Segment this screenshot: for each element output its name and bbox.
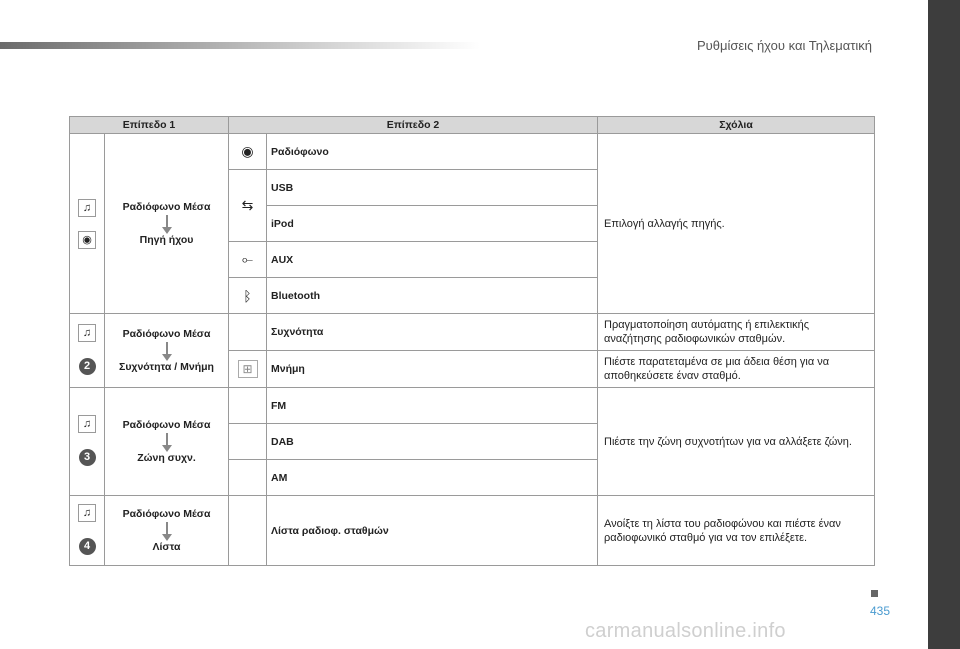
header-decoration-bar — [0, 42, 480, 49]
level2-am[interactable]: AM — [267, 460, 598, 496]
music-note-icon: ♫ — [78, 504, 96, 522]
level1-title: Ραδιόφωνο Μέσα — [122, 328, 211, 340]
level2-station-list[interactable]: Λίστα ραδιοφ. σταθμών — [267, 496, 598, 566]
band-comment: Πιέστε την ζώνη συχνοτήτων για να αλλάξετε ζώνη. — [598, 388, 875, 496]
right-edge-strip — [928, 0, 960, 649]
group3-icons — [70, 388, 105, 496]
group2-level1 — [105, 314, 229, 388]
memory-icon-cell — [229, 351, 267, 388]
bluetooth-icon[interactable]: ᛒ — [229, 278, 267, 314]
watermark: carmanualsonline.info — [585, 620, 786, 642]
aux-icon[interactable]: ⟜ — [229, 242, 267, 278]
memory-comment: Πιέστε παρατεταμένα σε μια άδεια θέση για να αποθηκεύσετε έναν σταθμό. — [598, 351, 875, 388]
level2-bluetooth[interactable]: Bluetooth — [267, 278, 598, 314]
step-badge: 3 — [79, 449, 96, 466]
radio-icon: ◉ — [78, 231, 96, 249]
level2-radio[interactable]: Ραδιόφωνο — [267, 134, 598, 170]
table-header-row — [70, 117, 875, 134]
page-marker — [871, 590, 878, 597]
group4-level1 — [105, 496, 229, 566]
level2-memory[interactable]: Μνήμη — [267, 351, 598, 388]
level2-ipod[interactable]: iPod — [267, 206, 598, 242]
level2-dab[interactable]: DAB — [267, 424, 598, 460]
music-note-icon: ♫ — [78, 324, 96, 342]
list-comment: Ανοίξτε τη λίστα του ραδιοφώνου και πιέστε έναν ραδιοφωνικό σταθμό για να τον επιλέξετε. — [598, 496, 875, 566]
add-preset-icon[interactable]: ⊞ — [238, 360, 258, 378]
level2-usb[interactable]: USB — [267, 170, 598, 206]
header-level2: Επίπεδο 2 — [229, 117, 598, 134]
group4-icons — [70, 496, 105, 566]
table-row — [70, 496, 875, 566]
step-badge: 4 — [79, 538, 96, 555]
settings-table — [69, 116, 875, 566]
usb-icon[interactable]: ⇆ — [229, 170, 267, 242]
radio-icon[interactable]: ◉ — [229, 134, 267, 170]
group1-icons — [70, 134, 105, 314]
arrow-down-icon — [166, 215, 168, 228]
group1-level1 — [105, 134, 229, 314]
level1-title: Ραδιόφωνο Μέσα — [122, 419, 211, 431]
page-number: 435 — [869, 604, 890, 618]
level2-aux[interactable]: AUX — [267, 242, 598, 278]
arrow-down-icon — [166, 342, 168, 355]
level2-fm[interactable]: FM — [267, 388, 598, 424]
level1-subtitle: Λίστα — [152, 541, 181, 553]
frequency-comment: Πραγματοποίηση αυτόματης ή επιλεκτικής αναζήτησης ραδιοφωνικών σταθμών. — [598, 314, 875, 351]
table-row — [70, 314, 875, 351]
group1-comment: Επιλογή αλλαγής πηγής. — [598, 134, 875, 314]
header-level1: Επίπεδο 1 — [70, 117, 229, 134]
level1-subtitle: Πηγή ήχου — [139, 234, 194, 246]
music-note-icon: ♫ — [78, 199, 96, 217]
level1-title: Ραδιόφωνο Μέσα — [122, 201, 211, 213]
level1-title: Ραδιόφωνο Μέσα — [122, 508, 211, 520]
arrow-down-icon — [166, 433, 168, 446]
level1-subtitle: Ζώνη συχν. — [137, 452, 196, 464]
table-row — [70, 134, 875, 170]
header-comments: Σχόλια — [598, 117, 875, 134]
group2-icons — [70, 314, 105, 388]
level2-frequency[interactable]: Συχνότητα — [267, 314, 598, 351]
level1-subtitle: Συχνότητα / Μνήμη — [119, 361, 214, 373]
table-row — [70, 388, 875, 424]
frequency-icon-cell — [229, 314, 267, 351]
arrow-down-icon — [166, 522, 168, 535]
group3-level1 — [105, 388, 229, 496]
page-header-title: Ρυθμίσεις ήχου και Τηλεματική — [696, 38, 872, 53]
step-badge: 2 — [79, 358, 96, 375]
music-note-icon: ♫ — [78, 415, 96, 433]
